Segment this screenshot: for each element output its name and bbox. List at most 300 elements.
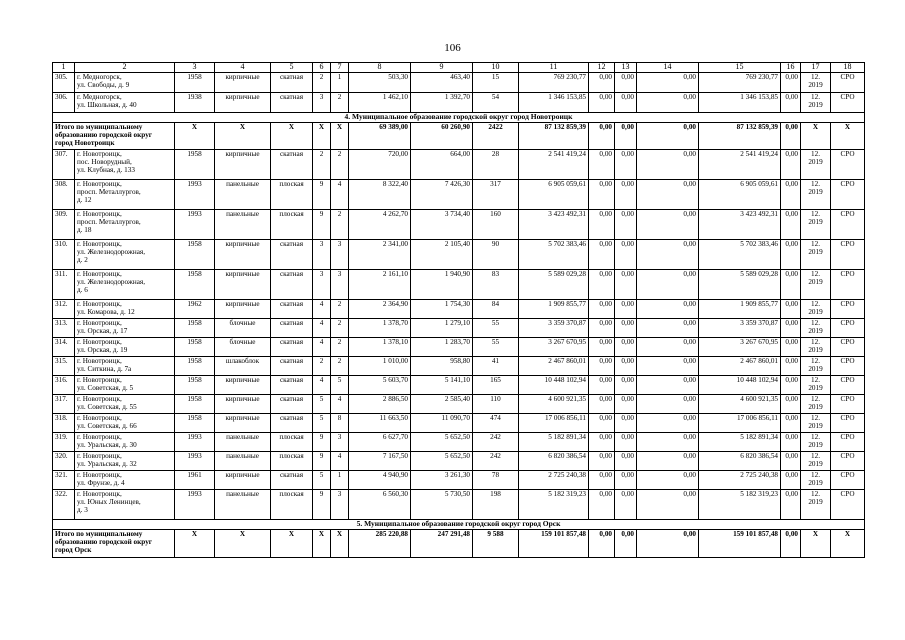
cost-col-15: 2 725 240,38 (699, 471, 781, 490)
living-area: 463,40 (411, 73, 473, 93)
cost-col-12: 0,00 (589, 414, 615, 433)
year-built: 1958 (175, 150, 215, 180)
table-row (53, 376, 865, 395)
wall-material: кирпичные (215, 240, 271, 270)
total-area: 7 167,50 (349, 452, 411, 471)
method: СРО (831, 414, 865, 433)
row-number: 321. (53, 471, 75, 490)
year-built: 1938 (175, 93, 215, 113)
address-line: г. Новотроицк, (77, 433, 122, 441)
address-line: г. Новотроицк, (77, 180, 122, 188)
address-line: д. 3 (77, 506, 88, 514)
cost-col-16: 0,00 (781, 73, 801, 93)
cost-col-15: 5 589 029,28 (699, 270, 781, 300)
roof-type: скатная (271, 395, 313, 414)
year-built: 1958 (175, 270, 215, 300)
living-area: 1 283,70 (411, 338, 473, 357)
entrances: 2 (331, 338, 349, 357)
cost-col-16: 0,00 (781, 150, 801, 180)
deadline-line: 2019 (808, 498, 823, 506)
address-line: ул. Железнодорожная, (77, 278, 146, 286)
address-line: ул. Железнодорожная, (77, 248, 146, 256)
cost-col-14: 0,00 (637, 180, 699, 210)
floors: 3 (313, 270, 331, 300)
total-cost: 2 467 860,01 (519, 357, 589, 376)
section-title: 5. Муниципальное образование городской округ город Орск (53, 520, 865, 530)
address-cell (75, 414, 175, 433)
deadline-cell (801, 376, 831, 395)
cost-col-13: 0,00 (615, 240, 637, 270)
address-cell (75, 319, 175, 338)
total-label-line: Итого по муниципальному (55, 530, 143, 538)
address-line: ул. Орская, д. 17 (77, 327, 128, 335)
cost-col-15: 3 423 492,31 (699, 210, 781, 240)
living-area: 5 652,50 (411, 433, 473, 452)
cost-col-14: 0,00 (637, 414, 699, 433)
total-cost: 2 541 419,24 (519, 150, 589, 180)
table-row (53, 150, 865, 180)
address-cell (75, 270, 175, 300)
cost-col-13: 0,00 (615, 319, 637, 338)
cost-col-16: 0,00 (781, 452, 801, 471)
wall-material: кирпичные (215, 300, 271, 319)
living-area: 664,00 (411, 150, 473, 180)
total-label-line: город Новотроицк (55, 139, 115, 147)
cost-col-16: 0,00 (781, 433, 801, 452)
cost-col-12: 0,00 (589, 395, 615, 414)
deadline-line: 12. (811, 414, 820, 422)
column-number: 13 (615, 63, 637, 73)
cost-col-14: 0,00 (637, 300, 699, 319)
residents: 41 (473, 357, 519, 376)
total-x4: X (215, 123, 271, 150)
cost-col-12: 0,00 (589, 270, 615, 300)
address-cell (75, 357, 175, 376)
entrances: 2 (331, 93, 349, 113)
total-area: 4 262,70 (349, 210, 411, 240)
floors: 9 (313, 210, 331, 240)
wall-material: кирпичные (215, 395, 271, 414)
total-row (53, 530, 865, 558)
address-line: г. Медногорск, (77, 73, 122, 81)
cost-col-13: 0,00 (615, 395, 637, 414)
wall-material: кирпичные (215, 414, 271, 433)
method: СРО (831, 490, 865, 520)
column-number: 11 (519, 63, 589, 73)
deadline-line: 12. (811, 150, 820, 158)
wall-material: панельные (215, 433, 271, 452)
floors: 2 (313, 73, 331, 93)
total-area: 720,00 (349, 150, 411, 180)
row-number: 315. (53, 357, 75, 376)
table-row (53, 210, 865, 240)
total-cost: 4 600 921,35 (519, 395, 589, 414)
floors: 4 (313, 338, 331, 357)
table-row (53, 270, 865, 300)
deadline-line: 12. (811, 300, 820, 308)
deadline-cell (801, 490, 831, 520)
total-x7: X (331, 530, 349, 558)
deadline-cell (801, 452, 831, 471)
total-cost: 17 006 856,11 (519, 414, 589, 433)
total-x6: X (313, 530, 331, 558)
address-line: г. Новотроицк, (77, 338, 122, 346)
column-number: 9 (411, 63, 473, 73)
column-number: 7 (331, 63, 349, 73)
address-cell (75, 452, 175, 471)
total-cost: 6 905 059,61 (519, 180, 589, 210)
entrances: 2 (331, 357, 349, 376)
cost-col-14: 0,00 (637, 357, 699, 376)
deadline-line: 2019 (808, 327, 823, 335)
cost-col-14: 0,00 (637, 471, 699, 490)
total-cost: 87 132 859,39 (519, 123, 589, 150)
method: СРО (831, 452, 865, 471)
year-built: 1962 (175, 300, 215, 319)
cost-col-14: 0,00 (637, 319, 699, 338)
table-row (53, 338, 865, 357)
address-line: г. Новотроицк, (77, 240, 122, 248)
register-table (52, 62, 865, 558)
address-cell (75, 240, 175, 270)
deadline-cell (801, 414, 831, 433)
roof-type: скатная (271, 300, 313, 319)
table-row (53, 490, 865, 520)
row-number: 317. (53, 395, 75, 414)
residents: 160 (473, 210, 519, 240)
address-line: г. Новотроицк, (77, 357, 122, 365)
column-number: 2 (75, 63, 175, 73)
page-number: 106 (444, 42, 461, 54)
total-area: 1 462,10 (349, 93, 411, 113)
cost-col-12: 0,00 (589, 210, 615, 240)
deadline-line: 2019 (808, 278, 823, 286)
total-c13: 0,00 (615, 123, 637, 150)
total-area: 6 627,70 (349, 433, 411, 452)
year-built: 1958 (175, 357, 215, 376)
table-row (53, 433, 865, 452)
method: СРО (831, 93, 865, 113)
cost-col-12: 0,00 (589, 357, 615, 376)
total-c12: 0,00 (589, 123, 615, 150)
deadline-line: 12. (811, 357, 820, 365)
method: СРО (831, 319, 865, 338)
address-cell (75, 433, 175, 452)
deadline-line: 2019 (808, 81, 823, 89)
entrances: 4 (331, 180, 349, 210)
total-label (53, 530, 175, 558)
table-row (53, 471, 865, 490)
address-line: ул. Уральская, д. 32 (77, 460, 137, 468)
roof-type: скатная (271, 150, 313, 180)
cost-col-14: 0,00 (637, 240, 699, 270)
cost-col-12: 0,00 (589, 471, 615, 490)
row-number: 311. (53, 270, 75, 300)
address-line: пос. Новорудный, (77, 158, 132, 166)
address-line: ул. Фрунзе, д. 4 (77, 479, 125, 487)
wall-material: панельные (215, 490, 271, 520)
deadline-cell (801, 300, 831, 319)
address-line: г. Новотроицк, (77, 395, 122, 403)
year-built: 1993 (175, 180, 215, 210)
wall-material: блочные (215, 338, 271, 357)
address-line: ул. Клубная, д. 133 (77, 166, 135, 174)
total-area: 69 389,00 (349, 123, 411, 150)
roof-type: плоская (271, 210, 313, 240)
cost-col-16: 0,00 (781, 240, 801, 270)
total-area: 285 220,88 (349, 530, 411, 558)
total-people: 2422 (473, 123, 519, 150)
entrances: 4 (331, 452, 349, 471)
entrances: 3 (331, 490, 349, 520)
cost-col-13: 0,00 (615, 210, 637, 240)
living-area: 958,80 (411, 357, 473, 376)
total-x4: X (215, 530, 271, 558)
deadline-line: 2019 (808, 248, 823, 256)
year-built: 1993 (175, 452, 215, 471)
year-built: 1958 (175, 376, 215, 395)
deadline-line: 12. (811, 452, 820, 460)
address-line: ул. Свободы, д. 9 (77, 81, 130, 89)
address-line: ул. Советская, д. 55 (77, 403, 137, 411)
table-row (53, 319, 865, 338)
address-cell (75, 338, 175, 357)
deadline-cell (801, 357, 831, 376)
address-line: просп. Металлургов, (77, 188, 141, 196)
deadline-line: 2019 (808, 365, 823, 373)
living-area: 1 392,70 (411, 93, 473, 113)
row-number: 322. (53, 490, 75, 520)
cost-col-13: 0,00 (615, 300, 637, 319)
method: СРО (831, 240, 865, 270)
floors: 9 (313, 490, 331, 520)
roof-type: скатная (271, 73, 313, 93)
deadline-line: 2019 (808, 441, 823, 449)
living-area: 5 730,50 (411, 490, 473, 520)
cost-col-16: 0,00 (781, 376, 801, 395)
wall-material: панельные (215, 210, 271, 240)
cost-col-16: 0,00 (781, 414, 801, 433)
total-label-line: город Орск (55, 546, 92, 554)
living-area: 3 734,40 (411, 210, 473, 240)
row-number: 310. (53, 240, 75, 270)
deadline-line: 12. (811, 471, 820, 479)
floors: 3 (313, 93, 331, 113)
entrances: 3 (331, 240, 349, 270)
residents: 84 (473, 300, 519, 319)
column-number: 10 (473, 63, 519, 73)
floors: 9 (313, 452, 331, 471)
total-area: 1 378,70 (349, 319, 411, 338)
address-line: ул. Ситкина, д. 7а (77, 365, 132, 373)
deadline-line: 12. (811, 73, 820, 81)
deadline-line: 12. (811, 319, 820, 327)
total-cost: 3 267 670,95 (519, 338, 589, 357)
total-x6: X (313, 123, 331, 150)
deadline-line: 12. (811, 376, 820, 384)
cost-col-13: 0,00 (615, 376, 637, 395)
total-cost: 769 230,77 (519, 73, 589, 93)
cost-col-16: 0,00 (781, 270, 801, 300)
total-x18: X (831, 530, 865, 558)
cost-col-12: 0,00 (589, 300, 615, 319)
total-c16: 0,00 (781, 530, 801, 558)
year-built: 1958 (175, 319, 215, 338)
total-area: 1 378,10 (349, 338, 411, 357)
cost-col-12: 0,00 (589, 490, 615, 520)
cost-col-15: 2 541 419,24 (699, 150, 781, 180)
total-c13: 0,00 (615, 530, 637, 558)
deadline-line: 2019 (808, 384, 823, 392)
total-area: 1 010,00 (349, 357, 411, 376)
method: СРО (831, 376, 865, 395)
roof-type: скатная (271, 414, 313, 433)
floors: 2 (313, 150, 331, 180)
deadline-cell (801, 319, 831, 338)
wall-material: шлакоблок (215, 357, 271, 376)
roof-type: скатная (271, 319, 313, 338)
address-line: д. 6 (77, 286, 88, 294)
roof-type: скатная (271, 338, 313, 357)
column-number: 14 (637, 63, 699, 73)
section-header-row (53, 520, 865, 530)
floors: 9 (313, 433, 331, 452)
living-area: 2 105,40 (411, 240, 473, 270)
total-cost: 10 448 102,94 (519, 376, 589, 395)
table-row (53, 452, 865, 471)
cost-col-13: 0,00 (615, 414, 637, 433)
deadline-line: 12. (811, 180, 820, 188)
residents: 55 (473, 338, 519, 357)
roof-type: скатная (271, 471, 313, 490)
roof-type: плоская (271, 490, 313, 520)
table-row (53, 414, 865, 433)
table-row (53, 93, 865, 113)
roof-type: скатная (271, 240, 313, 270)
entrances: 8 (331, 414, 349, 433)
entrances: 1 (331, 471, 349, 490)
total-x17: X (801, 123, 831, 150)
method: СРО (831, 150, 865, 180)
residents: 242 (473, 433, 519, 452)
deadline-line: 2019 (808, 479, 823, 487)
total-cost: 5 589 029,28 (519, 270, 589, 300)
total-area: 2 886,50 (349, 395, 411, 414)
entrances: 3 (331, 433, 349, 452)
address-line: д. 12 (77, 196, 92, 204)
address-line: просп. Металлургов, (77, 218, 141, 226)
roof-type: скатная (271, 270, 313, 300)
cost-col-12: 0,00 (589, 150, 615, 180)
total-c14: 0,00 (637, 123, 699, 150)
total-x5: X (271, 530, 313, 558)
column-number: 3 (175, 63, 215, 73)
wall-material: кирпичные (215, 150, 271, 180)
cost-col-15: 4 600 921,35 (699, 395, 781, 414)
total-area: 2 341,00 (349, 240, 411, 270)
row-number: 309. (53, 210, 75, 240)
year-built: 1993 (175, 210, 215, 240)
cost-col-13: 0,00 (615, 357, 637, 376)
living-area: 5 141,10 (411, 376, 473, 395)
floors: 5 (313, 395, 331, 414)
cost-col-16: 0,00 (781, 210, 801, 240)
deadline-cell (801, 338, 831, 357)
column-number: 5 (271, 63, 313, 73)
residents: 28 (473, 150, 519, 180)
total-x7: X (331, 123, 349, 150)
deadline-cell (801, 180, 831, 210)
cost-col-15: 1 909 855,77 (699, 300, 781, 319)
total-label-line: образованию городской округ (55, 131, 153, 139)
cost-col-15: 5 182 319,23 (699, 490, 781, 520)
cost-col-16: 0,00 (781, 471, 801, 490)
living-area: 1 754,30 (411, 300, 473, 319)
deadline-cell (801, 210, 831, 240)
living-area: 1 940,90 (411, 270, 473, 300)
total-area: 5 603,70 (349, 376, 411, 395)
cost-col-15: 17 006 856,11 (699, 414, 781, 433)
cost-col-16: 0,00 (781, 357, 801, 376)
total-cost: 3 359 370,87 (519, 319, 589, 338)
address-line: г. Новотроицк, (77, 150, 122, 158)
cost-col-13: 0,00 (615, 471, 637, 490)
total-cost: 159 101 857,48 (519, 530, 589, 558)
address-line: ул. Уральская, д. 30 (77, 441, 137, 449)
deadline-line: 2019 (808, 308, 823, 316)
cost-col-12: 0,00 (589, 319, 615, 338)
row-number: 308. (53, 180, 75, 210)
deadline-cell (801, 73, 831, 93)
cost-col-12: 0,00 (589, 338, 615, 357)
residents: 15 (473, 73, 519, 93)
address-cell (75, 490, 175, 520)
deadline-line: 2019 (808, 218, 823, 226)
entrances: 2 (331, 150, 349, 180)
address-line: ул. Юных Ленинцев, (77, 498, 141, 506)
total-area: 4 940,90 (349, 471, 411, 490)
cost-col-12: 0,00 (589, 93, 615, 113)
address-line: ул. Советская, д. 5 (77, 384, 134, 392)
address-line: г. Новотроицк, (77, 471, 122, 479)
method: СРО (831, 395, 865, 414)
cost-col-16: 0,00 (781, 395, 801, 414)
residents: 242 (473, 452, 519, 471)
entrances: 1 (331, 73, 349, 93)
floors: 4 (313, 319, 331, 338)
total-c15: 159 101 857,48 (699, 530, 781, 558)
address-line: д. 18 (77, 226, 92, 234)
method: СРО (831, 338, 865, 357)
residents: 474 (473, 414, 519, 433)
total-cost: 5 182 891,34 (519, 433, 589, 452)
wall-material: кирпичные (215, 93, 271, 113)
year-built: 1958 (175, 338, 215, 357)
total-c15: 87 132 859,39 (699, 123, 781, 150)
total-c12: 0,00 (589, 530, 615, 558)
entrances: 3 (331, 270, 349, 300)
wall-material: кирпичные (215, 471, 271, 490)
cost-col-14: 0,00 (637, 338, 699, 357)
total-cost: 5 702 383,46 (519, 240, 589, 270)
address-cell (75, 300, 175, 319)
residents: 165 (473, 376, 519, 395)
cost-col-15: 1 346 153,85 (699, 93, 781, 113)
cost-col-14: 0,00 (637, 490, 699, 520)
floors: 4 (313, 376, 331, 395)
deadline-line: 12. (811, 93, 820, 101)
floors: 4 (313, 300, 331, 319)
